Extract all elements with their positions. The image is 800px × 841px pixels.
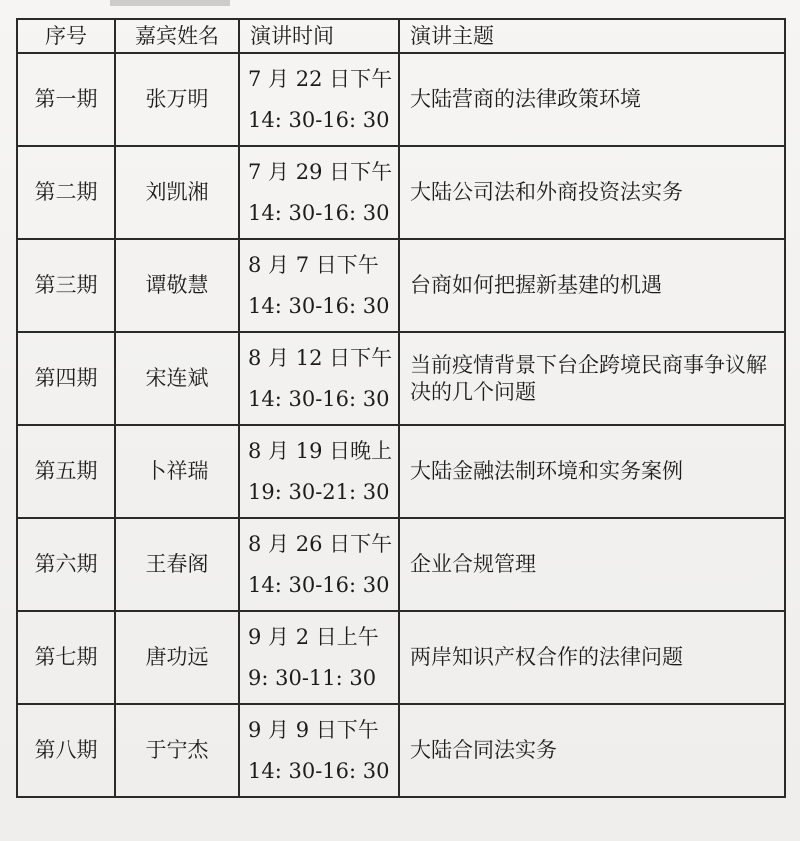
seq-cell: 第一期: [17, 53, 115, 146]
seq-cell: 第六期: [17, 518, 115, 611]
time-cell: [239, 146, 399, 239]
date-text: 9 月 2 日上午: [248, 625, 379, 650]
topic-cell: 企业合规管理: [399, 518, 785, 611]
time-range-text: 14: 30-16: 30: [248, 200, 390, 225]
table-row: [17, 518, 785, 611]
time-range-text: 14: 30-16: 30: [248, 293, 390, 318]
seq-cell: 第二期: [17, 146, 115, 239]
guest-cell: 刘凯湘: [115, 146, 239, 239]
guest-cell: 谭敬慧: [115, 239, 239, 332]
time-cell: [239, 239, 399, 332]
date-text: 7 月 22 日下午: [248, 67, 393, 92]
topic-cell: 两岸知识产权合作的法律问题: [399, 611, 785, 704]
table-row: [17, 611, 785, 704]
header-topic: 演讲主题: [399, 19, 785, 53]
seq-cell: 第四期: [17, 332, 115, 425]
seq-cell: 第五期: [17, 425, 115, 518]
time-range-text: 14: 30-16: 30: [248, 107, 390, 132]
time-range-text: 14: 30-16: 30: [248, 386, 390, 411]
header-guest: 嘉宾姓名: [115, 19, 239, 53]
topic-cell: 大陆金融法制环境和实务案例: [399, 425, 785, 518]
topic-cell: 当前疫情背景下台企跨境民商事争议解决的几个问题: [399, 332, 785, 425]
table-row: [17, 332, 785, 425]
guest-cell: 卜祥瑞: [115, 425, 239, 518]
table-row: [17, 146, 785, 239]
date-text: 7 月 29 日下午: [248, 160, 393, 185]
time-cell: [239, 611, 399, 704]
time-cell: [239, 518, 399, 611]
table-row: [17, 704, 785, 797]
date-text: 8 月 19 日晚上: [248, 439, 393, 464]
table-row: [17, 53, 785, 146]
seq-cell: 第三期: [17, 239, 115, 332]
lecture-schedule-table: [16, 18, 786, 798]
guest-cell: 宋连斌: [115, 332, 239, 425]
time-cell: [239, 704, 399, 797]
header-seq: 序号: [17, 19, 115, 53]
topic-cell: 大陆合同法实务: [399, 704, 785, 797]
seq-cell: 第七期: [17, 611, 115, 704]
time-cell: [239, 332, 399, 425]
time-range-text: 14: 30-16: 30: [248, 572, 390, 597]
guest-cell: 张万明: [115, 53, 239, 146]
table-row: [17, 425, 785, 518]
topic-cell: 大陆公司法和外商投资法实务: [399, 146, 785, 239]
table-header-row: [17, 19, 785, 53]
topic-cell: 大陆营商的法律政策环境: [399, 53, 785, 146]
date-text: 9 月 9 日下午: [248, 718, 379, 743]
seq-cell: 第八期: [17, 704, 115, 797]
date-text: 8 月 7 日下午: [248, 253, 379, 278]
time-range-text: 9: 30-11: 30: [248, 665, 377, 690]
guest-cell: 唐功远: [115, 611, 239, 704]
guest-cell: 王春阁: [115, 518, 239, 611]
time-cell: [239, 53, 399, 146]
time-cell: [239, 425, 399, 518]
header-time: 演讲时间: [239, 19, 399, 53]
topic-cell: 台商如何把握新基建的机遇: [399, 239, 785, 332]
guest-cell: 于宁杰: [115, 704, 239, 797]
time-range-text: 19: 30-21: 30: [248, 479, 390, 504]
time-range-text: 14: 30-16: 30: [248, 758, 390, 783]
date-text: 8 月 12 日下午: [248, 346, 393, 371]
table-row: [17, 239, 785, 332]
scan-edge-mark: [110, 0, 230, 6]
date-text: 8 月 26 日下午: [248, 532, 393, 557]
